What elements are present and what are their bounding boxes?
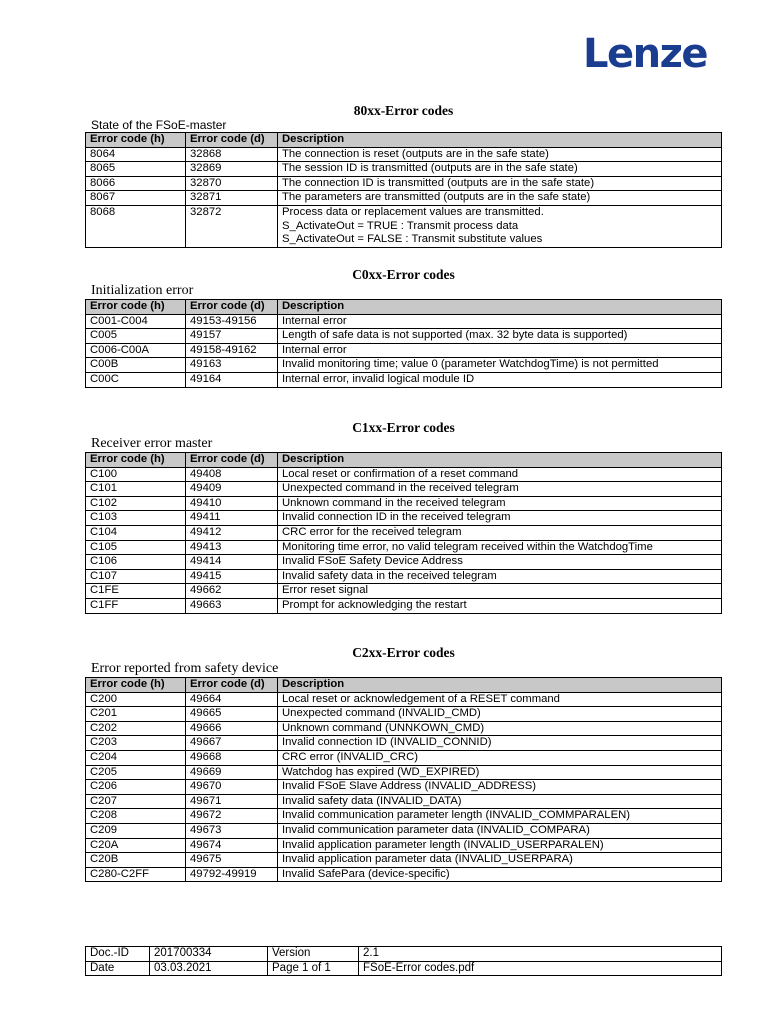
table-row — [86, 867, 722, 882]
error-code-dec: 49792-49919 — [186, 867, 278, 882]
error-code-hex: 8068 — [86, 205, 186, 247]
error-code-hex: C104 — [86, 525, 186, 540]
table-row — [86, 569, 722, 584]
section-c2xx — [85, 644, 722, 882]
error-description: Unknown command in the received telegram — [278, 496, 722, 511]
error-code-dec: 49670 — [186, 780, 278, 795]
error-code-hex: C005 — [86, 329, 186, 344]
error-description: Invalid communication parameter data (INVALID_COMPARA) — [278, 823, 722, 838]
section-c0xx — [85, 266, 722, 388]
error-code-hex: 8067 — [86, 191, 186, 206]
table-row — [86, 372, 722, 387]
table-row — [86, 765, 722, 780]
error-description: Internal error, invalid logical module ID — [278, 372, 722, 387]
error-code-hex: C102 — [86, 496, 186, 511]
section-80xx — [85, 102, 722, 248]
section-subtitle: Error reported from safety device — [91, 661, 279, 676]
column-header: Error code (h) — [86, 133, 186, 148]
footer-cell: Date — [86, 961, 150, 976]
error-code-dec: 49675 — [186, 853, 278, 868]
lenze-logo: Lenze — [583, 31, 708, 77]
footer-table — [85, 946, 722, 976]
error-code-hex: C106 — [86, 555, 186, 570]
table-row — [86, 205, 722, 247]
section-subtitle: Receiver error master — [91, 436, 213, 451]
error-code-dec: 32872 — [186, 205, 278, 247]
footer-row — [86, 947, 722, 962]
table-row — [86, 692, 722, 707]
error-code-hex: C20A — [86, 838, 186, 853]
table-header-row — [86, 678, 722, 693]
error-code-hex: C006-C00A — [86, 343, 186, 358]
error-code-dec: 49153-49156 — [186, 314, 278, 329]
error-description: Prompt for acknowledging the restart — [278, 598, 722, 613]
table-row — [86, 511, 722, 526]
table-row — [86, 147, 722, 162]
error-description: Invalid connection ID (INVALID_CONNID) — [278, 736, 722, 751]
error-code-dec: 49410 — [186, 496, 278, 511]
table-row — [86, 853, 722, 868]
error-code-hex: C202 — [86, 721, 186, 736]
column-header: Error code (d) — [186, 678, 278, 693]
error-description: Invalid communication parameter length (INVALID_COMMPARALEN) — [278, 809, 722, 824]
error-description: Monitoring time error, no valid telegram received within the WatchdogTime — [278, 540, 722, 555]
error-description: Local reset or confirmation of a reset command — [278, 467, 722, 482]
error-code-hex: 8065 — [86, 162, 186, 177]
table-row — [86, 750, 722, 765]
table-row — [86, 780, 722, 795]
column-header: Error code (d) — [186, 300, 278, 315]
error-description: Internal error — [278, 343, 722, 358]
error-code-dec: 49414 — [186, 555, 278, 570]
error-code-dec: 49669 — [186, 765, 278, 780]
error-code-hex: C1FE — [86, 584, 186, 599]
error-description: Invalid safety data (INVALID_DATA) — [278, 794, 722, 809]
section-heading: C2xx-Error codes — [352, 645, 455, 660]
error-code-dec: 32870 — [186, 176, 278, 191]
footer-cell: FSoE-Error codes.pdf — [359, 961, 722, 976]
error-code-hex: C201 — [86, 707, 186, 722]
error-code-table — [85, 452, 722, 614]
error-description: Local reset or acknowledgement of a RESET command — [278, 692, 722, 707]
table-row — [86, 329, 722, 344]
footer-cell: Page 1 of 1 — [268, 961, 359, 976]
section-heading: 80xx-Error codes — [353, 103, 454, 118]
column-header: Description — [278, 300, 722, 315]
error-description: Process data or replacement values are transmitted. S_ActivateOut = TRUE : Transmit process data S_ActivateOut = FALSE : Transmit substitute values — [278, 205, 722, 247]
error-code-dec: 49411 — [186, 511, 278, 526]
error-description: Error reset signal — [278, 584, 722, 599]
error-code-hex: C1FF — [86, 598, 186, 613]
error-code-dec: 49157 — [186, 329, 278, 344]
error-code-hex: C103 — [86, 511, 186, 526]
error-code-hex: 8066 — [86, 176, 186, 191]
error-code-dec: 32871 — [186, 191, 278, 206]
error-code-dec: 49673 — [186, 823, 278, 838]
footer-cell: Doc.-ID — [86, 947, 150, 962]
error-code-hex: C00C — [86, 372, 186, 387]
column-header: Error code (d) — [186, 453, 278, 468]
error-description: Invalid FSoE Slave Address (INVALID_ADDRESS) — [278, 780, 722, 795]
footer-cell: 2.1 — [359, 947, 722, 962]
footer-cell: 03.03.2021 — [150, 961, 268, 976]
section-heading: C1xx-Error codes — [352, 420, 455, 435]
table-row — [86, 482, 722, 497]
error-code-hex: C107 — [86, 569, 186, 584]
error-description: CRC error (INVALID_CRC) — [278, 750, 722, 765]
error-description: Invalid safety data in the received telegram — [278, 569, 722, 584]
table-row — [86, 496, 722, 511]
error-code-dec: 49664 — [186, 692, 278, 707]
error-description: The session ID is transmitted (outputs are in the safe state) — [278, 162, 722, 177]
table-row — [86, 555, 722, 570]
error-description: Unexpected command in the received telegram — [278, 482, 722, 497]
error-code-dec: 32868 — [186, 147, 278, 162]
column-header: Error code (h) — [86, 300, 186, 315]
table-row — [86, 794, 722, 809]
footer-row — [86, 961, 722, 976]
footer-cell: Version — [268, 947, 359, 962]
error-code-dec: 49674 — [186, 838, 278, 853]
table-row — [86, 176, 722, 191]
error-code-dec: 49163 — [186, 358, 278, 373]
table-row — [86, 540, 722, 555]
error-code-dec: 49415 — [186, 569, 278, 584]
error-code-dec: 32869 — [186, 162, 278, 177]
error-code-dec: 49665 — [186, 707, 278, 722]
error-code-hex: C101 — [86, 482, 186, 497]
error-code-dec: 49666 — [186, 721, 278, 736]
section-heading: C0xx-Error codes — [352, 267, 455, 282]
error-code-dec: 49158-49162 — [186, 343, 278, 358]
error-code-hex: C205 — [86, 765, 186, 780]
error-description: Internal error — [278, 314, 722, 329]
error-code-table — [85, 299, 722, 388]
error-code-hex: C200 — [86, 692, 186, 707]
error-code-hex: C206 — [86, 780, 186, 795]
table-row — [86, 162, 722, 177]
error-description: Invalid monitoring time; value 0 (parameter WatchdogTime) is not permitted — [278, 358, 722, 373]
error-description: Invalid application parameter data (INVALID_USERPARA) — [278, 853, 722, 868]
error-description: Invalid SafePara (device-specific) — [278, 867, 722, 882]
table-row — [86, 525, 722, 540]
error-code-dec: 49663 — [186, 598, 278, 613]
table-header-row — [86, 300, 722, 315]
error-code-hex: C207 — [86, 794, 186, 809]
error-code-dec: 49672 — [186, 809, 278, 824]
table-row — [86, 467, 722, 482]
error-description: Unknown command (UNNKOWN_CMD) — [278, 721, 722, 736]
table-row — [86, 823, 722, 838]
table-row — [86, 838, 722, 853]
table-row — [86, 584, 722, 599]
error-description: The connection ID is transmitted (outputs are in the safe state) — [278, 176, 722, 191]
table-row — [86, 343, 722, 358]
error-description: Invalid FSoE Safety Device Address — [278, 555, 722, 570]
section-subtitle: Initialization error — [91, 283, 194, 298]
error-code-hex: C105 — [86, 540, 186, 555]
error-code-dec: 49408 — [186, 467, 278, 482]
error-code-dec: 49667 — [186, 736, 278, 751]
table-row — [86, 707, 722, 722]
table-row — [86, 809, 722, 824]
error-code-hex: 8064 — [86, 147, 186, 162]
error-description: Invalid application parameter length (INVALID_USERPARALEN) — [278, 838, 722, 853]
error-code-hex: C20B — [86, 853, 186, 868]
footer-cell: 201700334 — [150, 947, 268, 962]
error-code-hex: C280-C2FF — [86, 867, 186, 882]
error-description: The parameters are transmitted (outputs are in the safe state) — [278, 191, 722, 206]
error-code-hex: C204 — [86, 750, 186, 765]
error-code-dec: 49671 — [186, 794, 278, 809]
error-description: Length of safe data is not supported (max. 32 byte data is supported) — [278, 329, 722, 344]
column-header: Error code (d) — [186, 133, 278, 148]
error-description: Watchdog has expired (WD_EXPIRED) — [278, 765, 722, 780]
column-header: Error code (h) — [86, 453, 186, 468]
table-row — [86, 314, 722, 329]
table-row — [86, 358, 722, 373]
error-code-dec: 49409 — [186, 482, 278, 497]
error-code-hex: C208 — [86, 809, 186, 824]
error-description: The connection is reset (outputs are in the safe state) — [278, 147, 722, 162]
table-row — [86, 736, 722, 751]
error-description: Unexpected command (INVALID_CMD) — [278, 707, 722, 722]
column-header: Error code (h) — [86, 678, 186, 693]
error-code-dec: 49412 — [186, 525, 278, 540]
column-header: Description — [278, 678, 722, 693]
error-description: Invalid connection ID in the received telegram — [278, 511, 722, 526]
table-row — [86, 598, 722, 613]
error-code-hex: C001-C004 — [86, 314, 186, 329]
table-row — [86, 721, 722, 736]
document-footer — [85, 946, 722, 976]
error-code-dec: 49164 — [186, 372, 278, 387]
error-code-hex: C209 — [86, 823, 186, 838]
error-code-table — [85, 677, 722, 882]
table-header-row — [86, 453, 722, 468]
error-code-dec: 49668 — [186, 750, 278, 765]
error-code-hex: C203 — [86, 736, 186, 751]
table-header-row — [86, 133, 722, 148]
error-code-dec: 49662 — [186, 584, 278, 599]
section-c1xx — [85, 419, 722, 614]
error-code-hex: C00B — [86, 358, 186, 373]
error-code-table — [85, 132, 722, 248]
column-header: Description — [278, 133, 722, 148]
section-subtitle: State of the FSoE-master — [91, 118, 227, 132]
table-row — [86, 191, 722, 206]
error-description: CRC error for the received telegram — [278, 525, 722, 540]
error-code-dec: 49413 — [186, 540, 278, 555]
error-code-hex: C100 — [86, 467, 186, 482]
column-header: Description — [278, 453, 722, 468]
